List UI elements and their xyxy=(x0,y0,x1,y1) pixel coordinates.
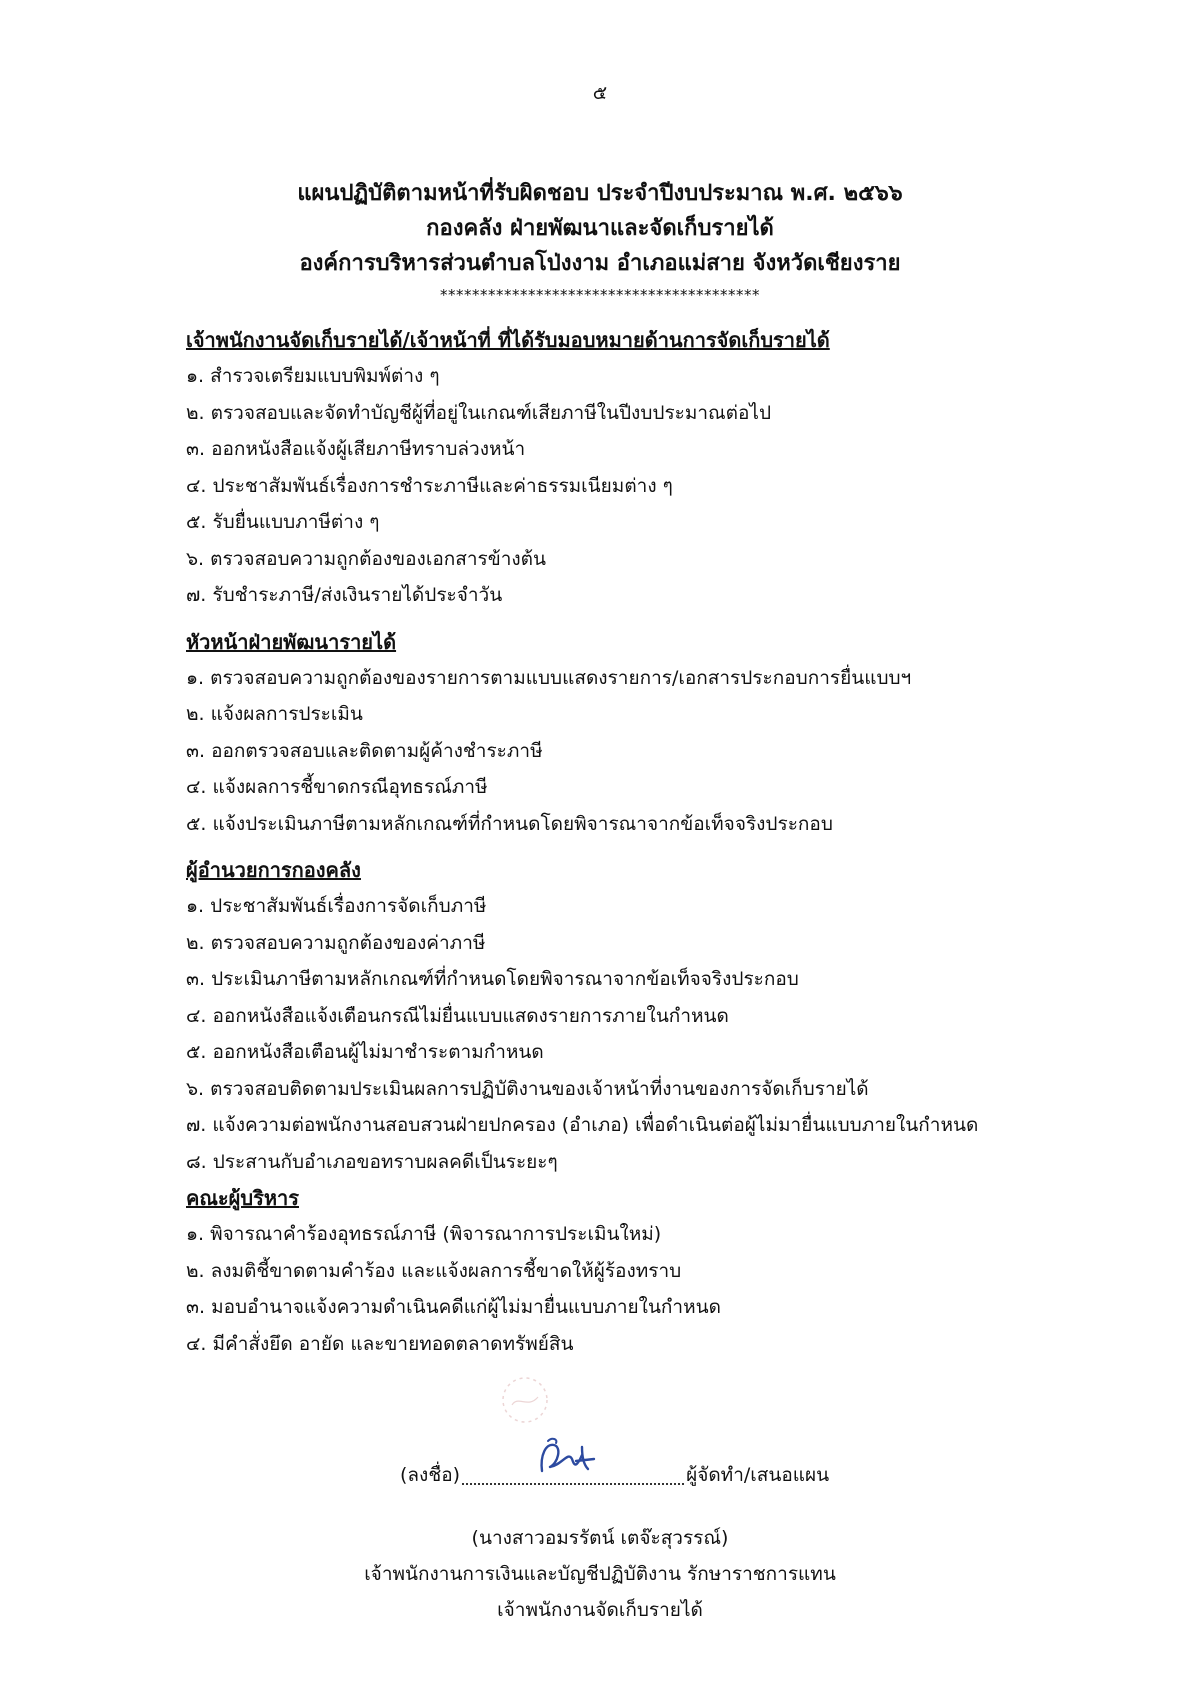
list-item: ๕. ออกหนังสือเตือนผู้ไม่มาชำระตามกำหนด xyxy=(186,1041,544,1063)
list-item: ๒. ลงมติชี้ขาดตามคำร้อง และแจ้งผลการชี้ขาดให้ผู้ร้องทราบ xyxy=(186,1259,682,1282)
faint-stamp-mark xyxy=(490,1365,560,1435)
responsibility-sections xyxy=(186,322,1046,1362)
list-item: ๘. ประสานกับอำเภอขอทราบผลคดีเป็นระยะๆ xyxy=(186,1150,558,1173)
section-executives xyxy=(186,1180,1046,1362)
list-item: ๒. แจ้งผลการประเมิน xyxy=(186,703,363,725)
signer-position: เจ้าพนักงานการเงินและบัญชีปฏิบัติงาน รักษาราชการแทน xyxy=(364,1563,836,1585)
handwritten-signature xyxy=(532,1433,602,1481)
signer-name: (นางสาวอมรรัตน์ เตจ๊ะสุวรรณ์) xyxy=(471,1527,729,1549)
section-title: ผู้อำนวยการกองคลัง xyxy=(186,858,361,882)
section-finance-director xyxy=(186,852,1046,1180)
list-item: ๗. รับชำระภาษี/ส่งเงินรายได้ประจำวัน xyxy=(186,584,503,606)
signature-prefix: (ลงชื่อ) xyxy=(400,1464,461,1486)
list-item: ๔. แจ้งผลการชี้ขาดกรณีอุทธรณ์ภาษี xyxy=(186,776,488,798)
list-item: ๕. แจ้งประเมินภาษีตามหลักเกณฑ์ที่กำหนดโดยพิจารณาจากข้อเท็จจริงประกอบ xyxy=(186,812,833,835)
signature-role: ผู้จัดทำ/เสนอแผน xyxy=(686,1464,830,1486)
list-item: ๓. มอบอำนาจแจ้งความดำเนินคดีแก่ผู้ไม่มายื่นแบบภายในกำหนด xyxy=(186,1296,721,1318)
signer-info xyxy=(0,1520,1200,1628)
list-item: ๔. ประชาสัมพันธ์เรื่องการชำระภาษีและค่าธรรมเนียมต่าง ๆ xyxy=(186,474,673,497)
list-item: ๑. ประชาสัมพันธ์เรื่องการจัดเก็บภาษี xyxy=(186,895,487,917)
list-item: ๗. แจ้งความต่อพนักงานสอบสวนฝ่ายปกครอง (อำเภอ) เพื่อดำเนินต่อผู้ไม่มายื่นแบบภายในกำหนด xyxy=(186,1114,979,1136)
list-item: ๑. สำรวจเตรียมแบบพิมพ์ต่าง ๆ xyxy=(186,365,440,387)
section-title: คณะผู้บริหาร xyxy=(186,1186,299,1210)
document-header xyxy=(0,176,1200,305)
section-revenue-officer xyxy=(186,322,1046,614)
header-separator: **************************************** xyxy=(440,286,760,304)
section-title: หัวหน้าฝ่ายพัฒนารายได้ xyxy=(186,629,397,654)
list-item: ๓. ออกตรวจสอบและติดตามผู้ค้างชำระภาษี xyxy=(186,739,543,762)
plan-title: แผนปฏิบัติตามหน้าที่รับผิดชอบ ประจำปีงบประมาณ พ.ศ. ๒๕๖๖ xyxy=(297,181,903,206)
list-item: ๓. ออกหนังสือแจ้งผู้เสียภาษีทราบล่วงหน้า xyxy=(186,438,526,460)
list-item: ๖. ตรวจสอบติดตามประเมินผลการปฏิบัติงานของเจ้าหน้าที่งานของการจัดเก็บรายได้ xyxy=(186,1077,869,1100)
list-item: ๔. มีคำสั่งยึด อายัด และขายทอดตลาดทรัพย์สิน xyxy=(186,1332,574,1355)
list-item: ๑. ตรวจสอบความถูกต้องของรายการตามแบบแสดงรายการ/เอกสารประกอบการยื่นแบบฯ xyxy=(186,666,912,689)
list-item: ๒. ตรวจสอบและจัดทำบัญชีผู้ที่อยู่ในเกณฑ์เสียภาษีในปีงบประมาณต่อไป xyxy=(186,401,772,424)
list-item: ๖. ตรวจสอบความถูกต้องของเอกสารข้างต้น xyxy=(186,547,546,570)
list-item: ๒. ตรวจสอบความถูกต้องของค่าภาษี xyxy=(186,931,486,954)
section-title: เจ้าพนักงานจัดเก็บรายได้/เจ้าหน้าที่ ที่ได้รับมอบหมายด้านการจัดเก็บรายได้ xyxy=(186,328,830,352)
signer-acting-position: เจ้าพนักงานจัดเก็บรายได้ xyxy=(497,1599,703,1621)
signature-line xyxy=(400,1460,829,1490)
page-number: ๕ xyxy=(592,82,608,104)
section-revenue-head xyxy=(186,624,1046,843)
list-item: ๔. ออกหนังสือแจ้งเตือนกรณีไม่ยื่นแบบแสดงรายการภายในกำหนด xyxy=(186,1004,729,1027)
organization-title: องค์การบริหารส่วนตำบลโป่งงาม อำเภอแม่สาย จังหวัดเชียงราย xyxy=(299,251,901,276)
list-item: ๕. รับยื่นแบบภาษีต่าง ๆ xyxy=(186,511,380,533)
division-title: กองคลัง ฝ่ายพัฒนาและจัดเก็บรายได้ xyxy=(426,216,774,241)
list-item: ๓. ประเมินภาษีตามหลักเกณฑ์ที่กำหนดโดยพิจารณาจากข้อเท็จจริงประกอบ xyxy=(186,968,799,990)
list-item: ๑. พิจารณาคำร้องอุทธรณ์ภาษี (พิจารณาการประเมินใหม่) xyxy=(186,1223,662,1245)
signature-dotted-line xyxy=(462,1463,684,1485)
